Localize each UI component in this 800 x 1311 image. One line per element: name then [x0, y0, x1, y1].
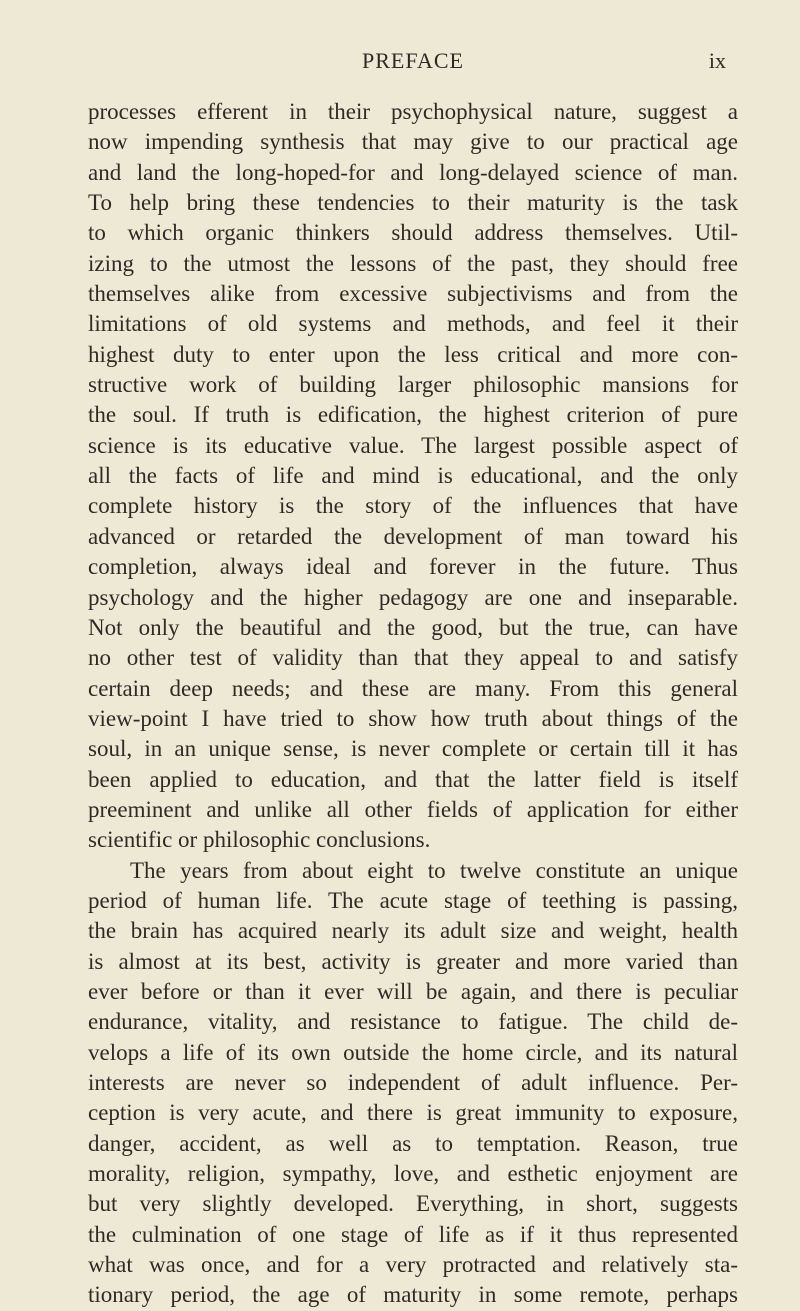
text-line: complete history is the story of the influences that have	[88, 493, 738, 519]
text-line: completion, always ideal and forever in the future. Thus	[88, 554, 738, 580]
text-line: and land the long-hoped-for and long-delayed science of man.	[88, 159, 738, 185]
text-line: preeminent and unlike all other fields of application for either	[88, 796, 738, 822]
text-line: scientific or philosophic conclusions.	[88, 827, 431, 853]
text-line: interests are never so independent of adult influence. Per-	[88, 1070, 738, 1095]
text-line: the brain has acquired nearly its adult size and weight, health	[88, 918, 738, 944]
text-line: been applied to education, and that the latter field is itself	[88, 766, 738, 792]
text-line: processes efferent in their psychophysical nature, suggest a	[88, 99, 738, 124]
text-line: psychology and the higher pedagogy are one and inseparable.	[88, 584, 738, 610]
text-line: the culmination of one stage of life as if it thus represented	[88, 1221, 738, 1247]
text-line: all the facts of life and mind is educational, and the only	[88, 463, 738, 489]
text-line: highest duty to enter upon the less critical and more con-	[88, 341, 738, 367]
text-line: now impending synthesis that may give to our practical age	[88, 129, 738, 155]
text-line: the soul. If truth is edification, the highest criterion of pure	[88, 402, 738, 428]
text-line: what was once, and for a very protracted and relatively sta-	[88, 1252, 738, 1278]
text-line: izing to the utmost the lessons of the past, they should free	[88, 250, 738, 276]
text-line: soul, in an unique sense, is never complete or certain till it has	[88, 736, 738, 762]
running-head-title: PREFACE	[362, 48, 464, 73]
text-line: endurance, vitality, and resistance to fatigue. The child de-	[88, 1009, 738, 1035]
text-line: danger, accident, as well as to temptation. Reason, true	[88, 1130, 738, 1156]
text-line: period of human life. The acute stage of teething is passing,	[88, 887, 738, 913]
body-text	[88, 97, 738, 1311]
text-line: To help bring these tendencies to their maturity is the task	[88, 190, 738, 216]
text-line: velops a life of its own outside the home circle, and its natural	[88, 1039, 738, 1065]
text-line: to which organic thinkers should address themselves. Util-	[88, 220, 738, 246]
text-line: tionary period, the age of maturity in some remote, perhaps	[88, 1282, 738, 1308]
text-line: no other test of validity than that they appeal to and satisfy	[88, 645, 738, 671]
text-line: view-point I have tried to show how truth about things of the	[88, 705, 738, 731]
text-line: The years from about eight to twelve constitute an unique	[130, 857, 738, 883]
text-line: is almost at its best, activity is greater and more varied than	[88, 948, 738, 974]
text-line: structive work of building larger philosophic mansions for	[88, 372, 738, 398]
page-number: ix	[708, 48, 726, 73]
text-line: themselves alike from excessive subjectivisms and from the	[88, 281, 738, 307]
text-line: Not only the beautiful and the good, but the true, can have	[88, 614, 738, 640]
text-line: certain deep needs; and these are many. From this general	[88, 675, 738, 701]
text-line: morality, religion, sympathy, love, and esthetic enjoyment are	[88, 1161, 738, 1187]
text-line: limitations of old systems and methods, and feel it their	[88, 311, 738, 337]
running-head	[88, 40, 738, 80]
text-line: science is its educative value. The largest possible aspect of	[88, 432, 738, 458]
text-line: ception is very acute, and there is great immunity to exposure,	[88, 1100, 738, 1126]
text-line: but very slightly developed. Everything, in short, suggests	[88, 1191, 738, 1217]
text-line: ever before or than it ever will be again, and there is peculiar	[88, 978, 738, 1004]
text-line: advanced or retarded the development of man toward his	[88, 523, 738, 549]
